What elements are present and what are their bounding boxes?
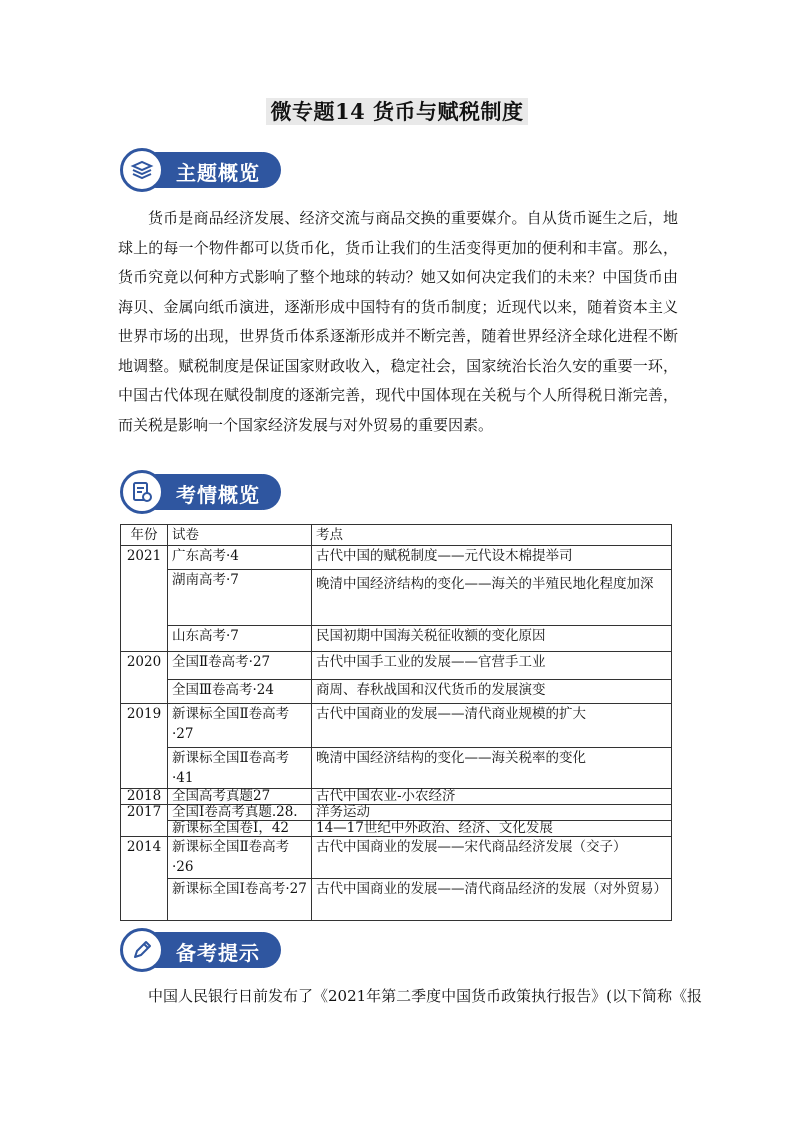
year-cell: 2017 bbox=[121, 805, 168, 837]
paper-cell: 全国Ⅲ卷高考·24 bbox=[168, 680, 312, 704]
table-row bbox=[121, 546, 672, 570]
table-row bbox=[121, 821, 672, 837]
section-banner-overview bbox=[120, 148, 280, 192]
year-cell: 2019 bbox=[121, 704, 168, 789]
section-title: 考情概览 bbox=[176, 483, 260, 507]
table-row bbox=[121, 789, 672, 805]
table-row bbox=[121, 680, 672, 704]
table-row bbox=[121, 570, 672, 626]
paper-cell: 全国I卷高考真题.28. bbox=[168, 805, 312, 821]
point-cell: 晚清中国经济结构的变化——海关税率的变化 bbox=[312, 748, 672, 789]
section-title: 主题概览 bbox=[176, 161, 260, 185]
exam-table bbox=[120, 524, 672, 921]
paper-cell: 新课标全国Ⅱ卷高考·26 bbox=[168, 837, 312, 879]
point-cell: 古代中国农业-小农经济 bbox=[312, 789, 672, 805]
point-cell: 14—17世纪中外政治、经济、文化发展 bbox=[312, 821, 672, 837]
paper-cell: 山东高考·7 bbox=[168, 626, 312, 652]
year-cell: 2020 bbox=[121, 652, 168, 704]
header-point: 考点 bbox=[312, 525, 672, 546]
year-cell: 2018 bbox=[121, 789, 168, 805]
year-cell: 2014 bbox=[121, 837, 168, 921]
section-banner-tips bbox=[120, 928, 280, 972]
table-row bbox=[121, 652, 672, 680]
table-header-row bbox=[121, 525, 672, 546]
paper-cell: 新课标全国Ⅱ卷高考·41 bbox=[168, 748, 312, 789]
table-row bbox=[121, 748, 672, 789]
document-icon bbox=[130, 480, 154, 504]
tips-paragraph: 中国人民银行日前发布了《2021年第二季度中国货币政策执行报告》(以下简称《报 bbox=[148, 987, 703, 1005]
stack-icon bbox=[130, 158, 154, 182]
point-cell: 古代中国商业的发展——清代商品经济的发展（对外贸易） bbox=[312, 879, 672, 921]
point-cell: 古代中国商业的发展——清代商业规模的扩大 bbox=[312, 704, 672, 748]
paper-cell: 全国Ⅱ卷高考·27 bbox=[168, 652, 312, 680]
point-cell: 洋务运动 bbox=[312, 805, 672, 821]
paper-cell: 新课标全国Ⅰ卷高考·27 bbox=[168, 879, 312, 921]
paper-cell: 广东高考·4 bbox=[168, 546, 312, 570]
point-cell: 晚清中国经济结构的变化——海关的半殖民地化程度加深 bbox=[312, 570, 672, 626]
table-row bbox=[121, 704, 672, 748]
overview-paragraph: 货币是商品经济发展、经济交流与商品交换的重要媒介。自从货币诞生之后，地球上的每一个物件都可以货币化，货币让我们的生活变得更加的便利和丰富。那么，货币究竟以何种方式影响了整个地球的转动？她又如何决定我们的未来？中国货币由海贝、金属向纸币演进，逐渐形成中国特有的货币制度；近现代以来，随着资本主义世界市场的出现，世界货币体系逐渐形成并不断完善，随着世界经济全球化进程不断地调整。赋税制度是保证国家财政收入，稳定社会，国家统治长治久安的重要一环，中国古代体现在赋役制度的逐渐完善，现代中国体现在关税与个人所得税日渐完善，而关税是影响一个国家经济发展与对外贸易的重要因素。 bbox=[118, 209, 678, 434]
year-cell: 2021 bbox=[121, 546, 168, 652]
section-banner-exam bbox=[120, 470, 280, 514]
header-year: 年份 bbox=[121, 525, 168, 546]
point-cell: 古代中国商业的发展——宋代商品经济发展（交子） bbox=[312, 837, 672, 879]
point-cell: 古代中国手工业的发展——官营手工业 bbox=[312, 652, 672, 680]
paper-cell: 新课标全国Ⅱ卷高考·27 bbox=[168, 704, 312, 748]
pencil-icon bbox=[130, 938, 154, 962]
table-row bbox=[121, 879, 672, 921]
page-title: 微专题14 货币与赋税制度 bbox=[0, 96, 794, 126]
header-paper: 试卷 bbox=[168, 525, 312, 546]
point-cell: 商周、春秋战国和汉代货币的发展演变 bbox=[312, 680, 672, 704]
point-cell: 古代中国的赋税制度——元代设木棉提举司 bbox=[312, 546, 672, 570]
section-title: 备考提示 bbox=[176, 941, 260, 965]
paper-cell: 全国高考真题27 bbox=[168, 789, 312, 805]
table-row bbox=[121, 626, 672, 652]
table-row bbox=[121, 837, 672, 879]
paper-cell: 新课标全国卷Ⅰ，42 bbox=[168, 821, 312, 837]
point-cell: 民国初期中国海关税征收额的变化原因 bbox=[312, 626, 672, 652]
table-row bbox=[121, 805, 672, 821]
paper-cell: 湖南高考·7 bbox=[168, 570, 312, 626]
